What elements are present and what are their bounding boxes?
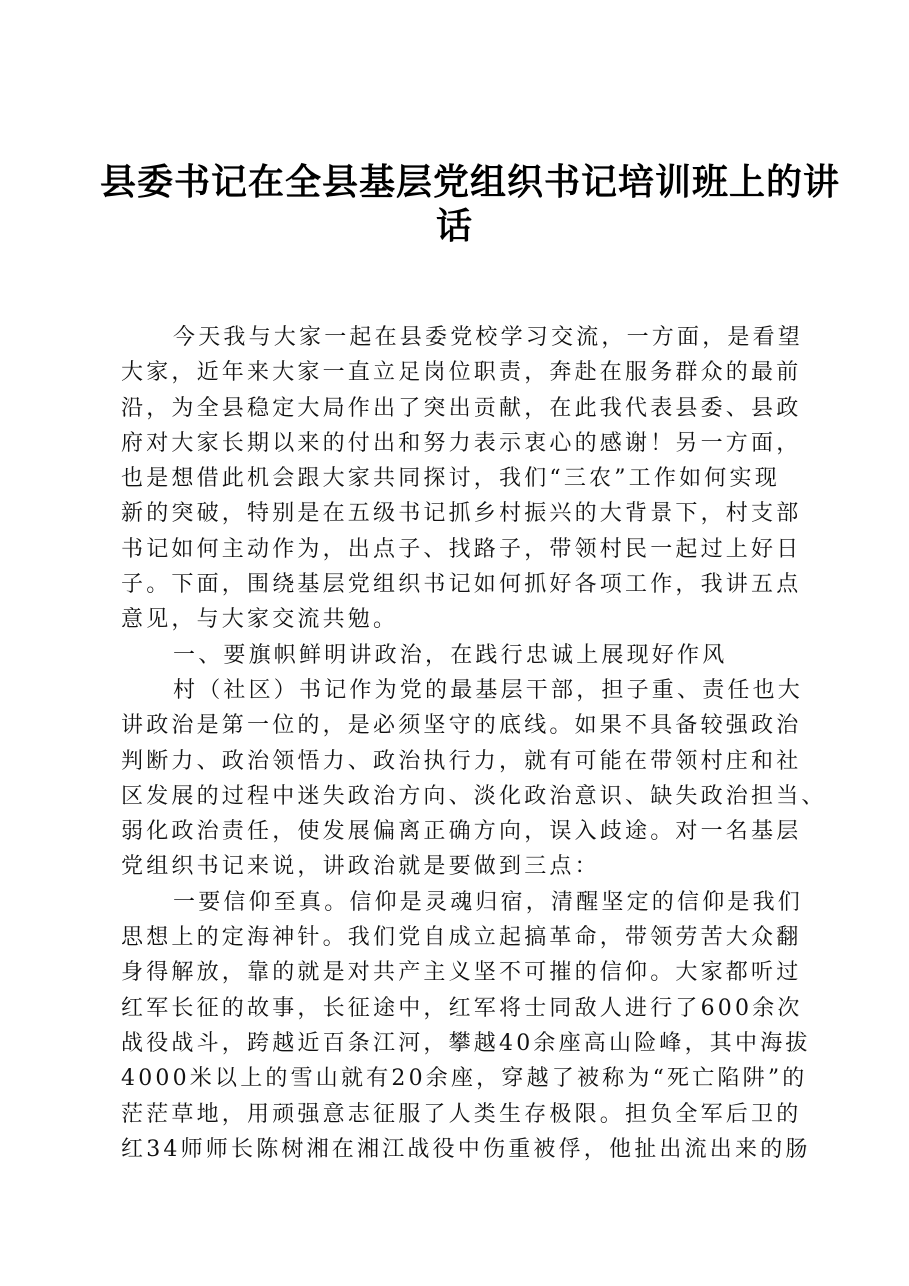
body-text-line: 身得解放，靠的就是对共产主义坚不可摧的信仰。大家都听过 xyxy=(121,960,802,986)
body-text-line: 村（社区）书记作为党的最基层干部，担子重、责任也大 xyxy=(173,677,804,703)
body-text-line: 区发展的过程中迷失政治方向、淡化政治意识、缺失政治担当、 xyxy=(121,783,827,809)
body-text-line: 弱化政治责任，使发展偏离正确方向，误入歧途。对一名基层 xyxy=(121,819,802,845)
body-text-line: 判断力、政治领悟力、政治执行力，就有可能在带领村庄和社 xyxy=(121,748,802,774)
body-text-line: 红34师师长陈树湘在湘江战役中伤重被俘，他扯出流出来的肠 xyxy=(121,1136,811,1162)
body-text-line: 今天我与大家一起在县委党校学习交流，一方面，是看望 xyxy=(173,325,804,350)
body-text-line: 子。下面，围绕基层党组织书记如何抓好各项工作，我讲五点 xyxy=(121,572,802,598)
body-text-line: 府对大家长期以来的付出和努力表示衷心的感谢！另一方面， xyxy=(121,430,802,456)
body-text-line: 新的突破，特别是在五级书记抓乡村振兴的大背景下，村支部 xyxy=(121,501,802,527)
body-text-line: 书记如何主动作为，出点子、找路子，带领村民一起过上好日 xyxy=(121,536,802,562)
body-text-line: 讲政治是第一位的，是必须坚守的底线。如果不具备较强政治 xyxy=(121,713,802,739)
body-text-line: 茫茫草地，用顽强意志征服了人类生存极限。担负全军后卫的 xyxy=(121,1101,802,1127)
body-text-line: 大家，近年来大家一直立足岗位职责，奔赴在服务群众的最前 xyxy=(121,360,802,386)
document-title-line-2: 话 xyxy=(435,205,473,247)
document-title-line-1: 县委书记在全县基层党组织书记培训班上的讲 xyxy=(100,161,841,203)
body-text-line: 思想上的定海神针。我们党自成立起搞革命，带领劳苦大众翻 xyxy=(121,925,802,951)
body-text-line: 红军长征的故事，长征途中，红军将士同敌人进行了600余次 xyxy=(121,995,803,1021)
body-text-line: 一、要旗帜鲜明讲政治，在践行忠诚上展现好作风 xyxy=(173,642,728,668)
body-text-line: 一要信仰至真。信仰是灵魂归宿，清醒坚定的信仰是我们 xyxy=(173,889,804,915)
body-text-line: 意见，与大家交流共勉。 xyxy=(121,607,399,633)
body-text-line: 4000米以上的雪山就有20余座，穿越了被称为“死亡陷阱”的 xyxy=(121,1066,808,1092)
body-text-line: 也是想借此机会跟大家共同探讨，我们“三农”工作如何实现 xyxy=(121,466,780,492)
body-text-line: 战役战斗，跨越近百条江河，攀越40余座高山险峰，其中海拔 xyxy=(121,1030,811,1056)
document-body xyxy=(121,320,827,1167)
body-text-line: 党组织书记来说，讲政治就是要做到三点： xyxy=(121,854,600,880)
body-text-line: 沿，为全县稳定大局作出了突出贡献，在此我代表县委、县政 xyxy=(121,395,802,421)
